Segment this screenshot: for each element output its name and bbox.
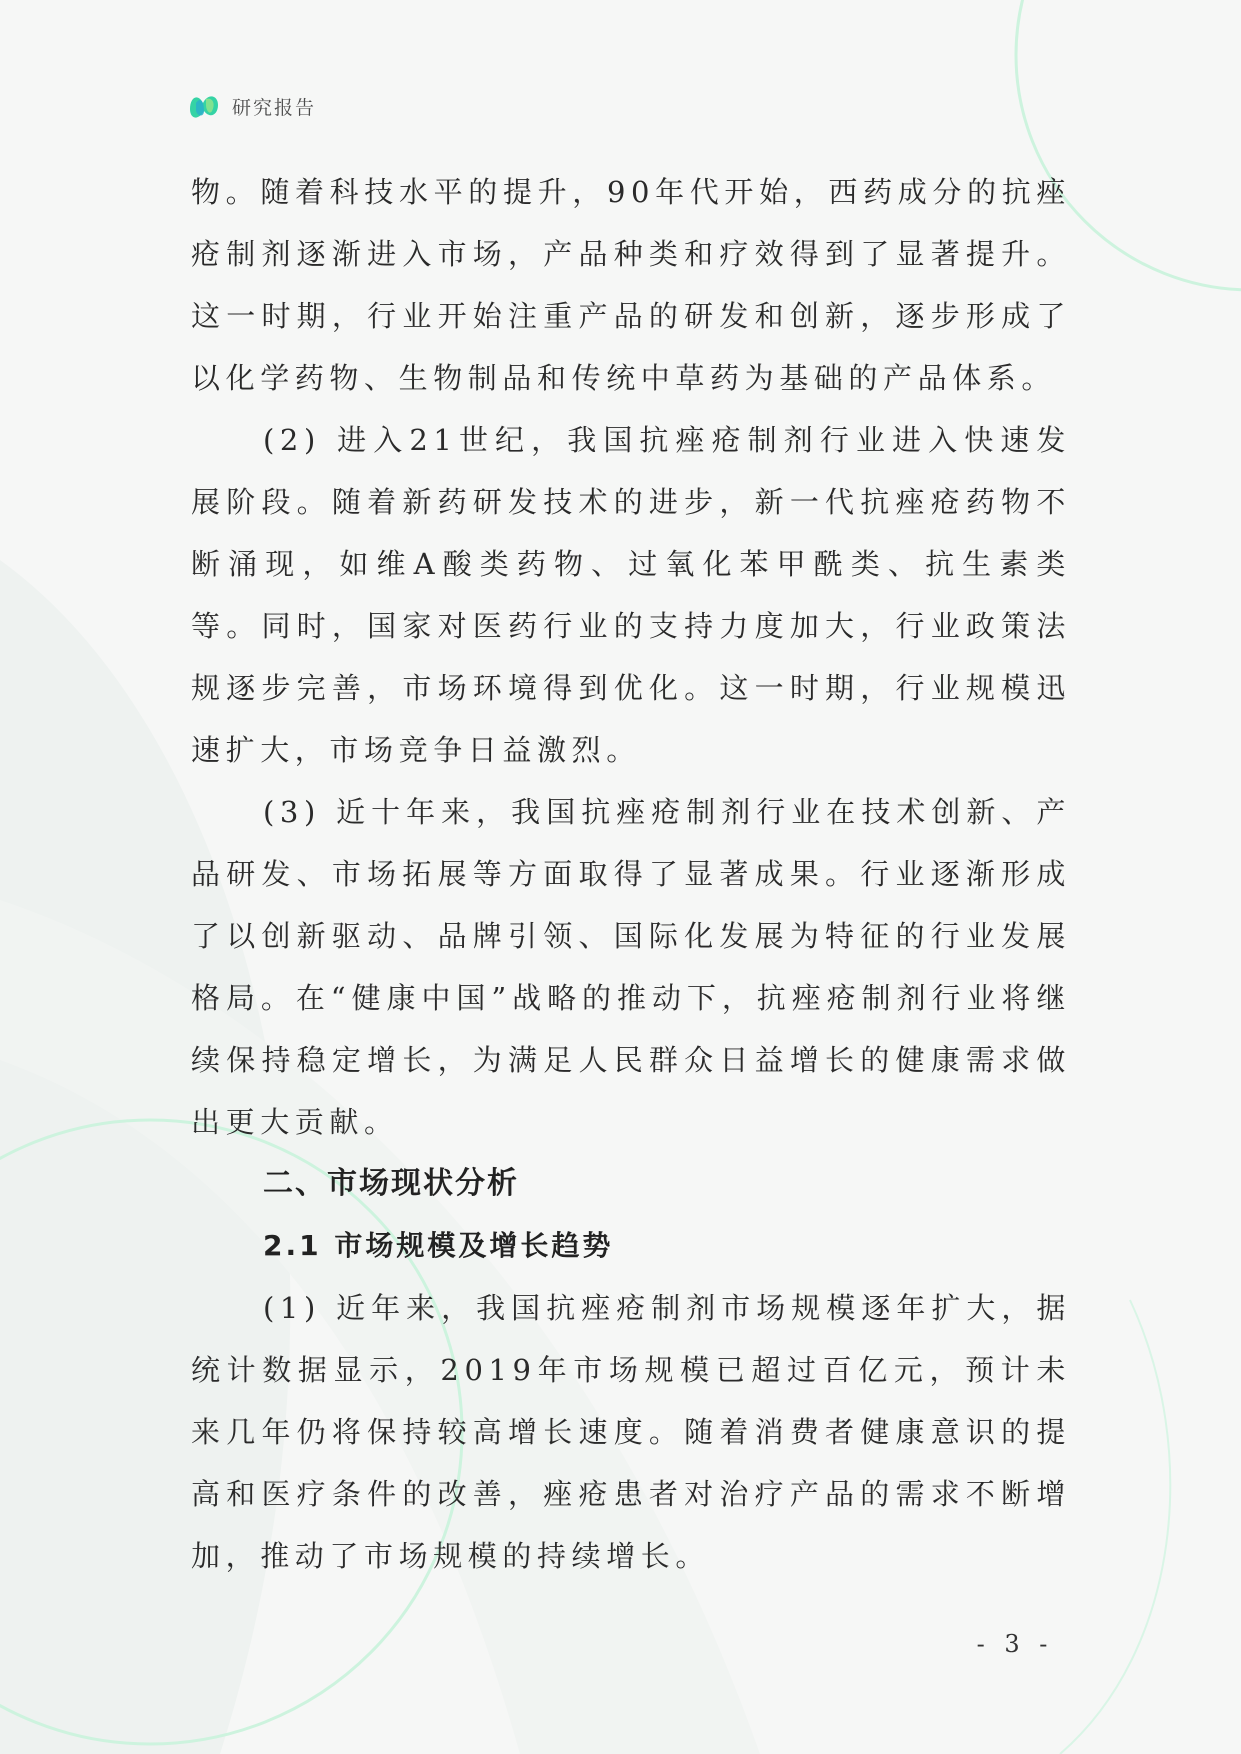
paragraph-3: (3) 近十年来，我国抗痤疮制剂行业在技术创新、产品研发、市场拓展等方面取得了显著成果。行业逐渐形成了以创新驱动、品牌引领、国际化发展为特征的行业发展格局。在“健康中国”战略的推动下，抗痤疮制剂行业将继续保持稳定增长，为满足人民群众日益增长的健康需求做出更大贡献。 (191, 795, 1071, 1139)
decor-ring-bottom-right (1060, 1300, 1170, 1754)
paragraph-continued: 物。随着科技水平的提升，90年代开始，西药成分的抗痤疮制剂逐渐进入市场，产品种类和疗效得到了显著提升。这一时期，行业开始注重产品的研发和创新，逐步形成了以化学药物、生物制品和传统中草药为基础的产品体系。 (191, 175, 1071, 395)
section-heading: 二、市场现状分析 (263, 1166, 519, 1201)
report-header (186, 88, 316, 124)
paragraph-market-size: (1) 近年来，我国抗痤疮制剂市场规模逐年扩大，据统计数据显示，2019年市场规模已超过百亿元，预计未来几年仍将保持较高增长速度。随着消费者健康意识的提高和医疗条件的改善，痤疮患者对治疗产品的需求不断增加，推动了市场规模的持续增长。 (191, 1291, 1071, 1573)
brand-logo-icon (186, 89, 222, 123)
subsection-heading: 2.1 市场规模及增长趋势 (263, 1229, 614, 1262)
document-body (191, 161, 1071, 1587)
header-title: 研究报告 (232, 96, 317, 119)
paragraph-2: (2) 进入21世纪，我国抗痤疮制剂行业进入快速发展阶段。随着新药研发技术的进步，新一代抗痤疮药物不断涌现，如维A酸类药物、过氧化苯甲酰类、抗生素类等。同时，国家对医药行业的支持力度加大，行业政策法规逐步完善，市场环境得到优化。这一时期，行业规模迅速扩大，市场竞争日益激烈。 (191, 423, 1071, 767)
page-number: - 3 - (976, 1630, 1054, 1658)
